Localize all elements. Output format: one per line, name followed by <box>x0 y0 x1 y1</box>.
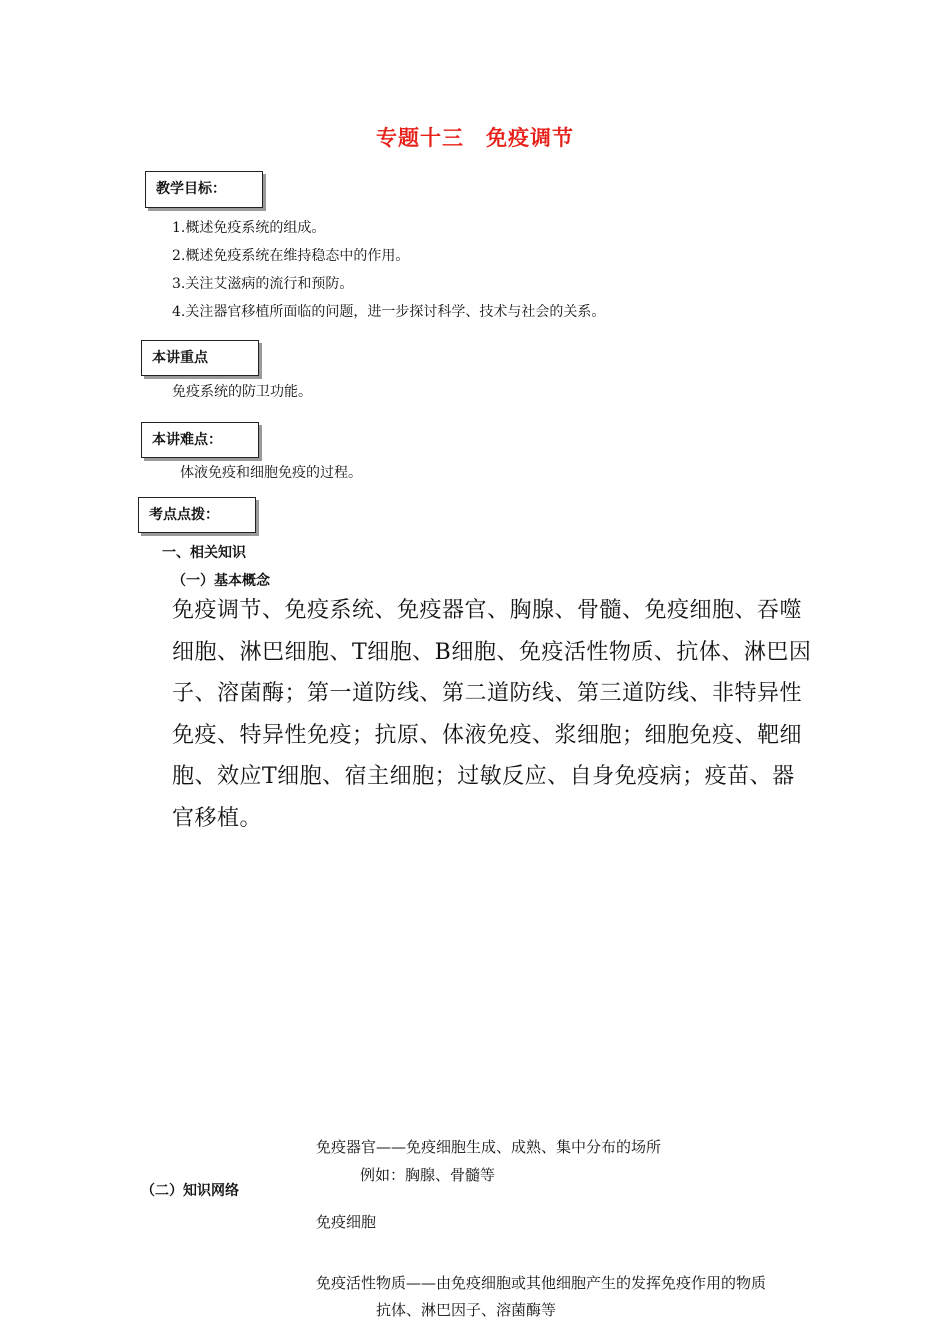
difficulty-text: 体液免疫和细胞免疫的过程。 <box>180 465 362 481</box>
concept-line: 胞、效应T细胞、宿主细胞；过敏反应、自身免疫病；疫苗、器 <box>172 764 795 789</box>
difficulty-label: 本讲难点： <box>152 432 222 448</box>
substance-example: 抗体、淋巴因子、溶菌酶等 <box>376 1301 557 1319</box>
goal-item: 4.关注器官移植所面临的问题，进一步探讨科学、技术与社会的关系。 <box>172 304 606 320</box>
substance-definition: 免疫活性物质——由免疫细胞或其他细胞产生的发挥免疫作用的物质 <box>316 1274 767 1292</box>
goal-item: 1.概述免疫系统的组成。 <box>172 220 326 236</box>
teaching-goals-label: 教学目标： <box>156 181 226 197</box>
goal-item: 3.关注艾滋病的流行和预防。 <box>172 276 354 292</box>
concept-line: 官移植。 <box>172 805 263 831</box>
exam-tips-label: 考点点拨： <box>149 507 219 523</box>
concept-line: 免疫调节、免疫系统、免疫器官、胸腺、骨髓、免疫细胞、吞噬 <box>172 598 803 623</box>
goal-item: 2.概述免疫系统在维持稳态中的作用。 <box>172 248 410 264</box>
organ-definition: 免疫器官——免疫细胞生成、成熟、集中分布的场所 <box>316 1138 662 1156</box>
key-point-label: 本讲重点 <box>152 350 208 366</box>
page-title: 专题十三 免疫调节 <box>376 126 574 150</box>
key-point-label-box <box>141 340 259 376</box>
subsection-heading: （二）知识网络 <box>141 1183 239 1199</box>
concept-line: 免疫、特异性免疫；抗原、体液免疫、浆细胞；细胞免疫、靶细 <box>172 722 803 748</box>
concept-line: 子、溶菌酶；第一道防线、第二道防线、第三道防线、非特异性 <box>172 681 803 706</box>
difficulty-label-box <box>141 422 259 458</box>
exam-tips-label-box <box>138 497 256 533</box>
organ-example: 例如：胸腺、骨髓等 <box>360 1166 496 1184</box>
section-heading: 一、相关知识 <box>162 545 246 561</box>
immune-cells: 免疫细胞 <box>316 1213 377 1231</box>
subsection-heading: （一）基本概念 <box>172 573 270 589</box>
key-point-text: 免疫系统的防卫功能。 <box>172 384 312 400</box>
concept-line: 细胞、淋巴细胞、T细胞、B细胞、免疫活性物质、抗体、淋巴因 <box>172 639 812 665</box>
concept-paragraph <box>172 590 822 839</box>
teaching-goals-label-box <box>145 171 263 208</box>
